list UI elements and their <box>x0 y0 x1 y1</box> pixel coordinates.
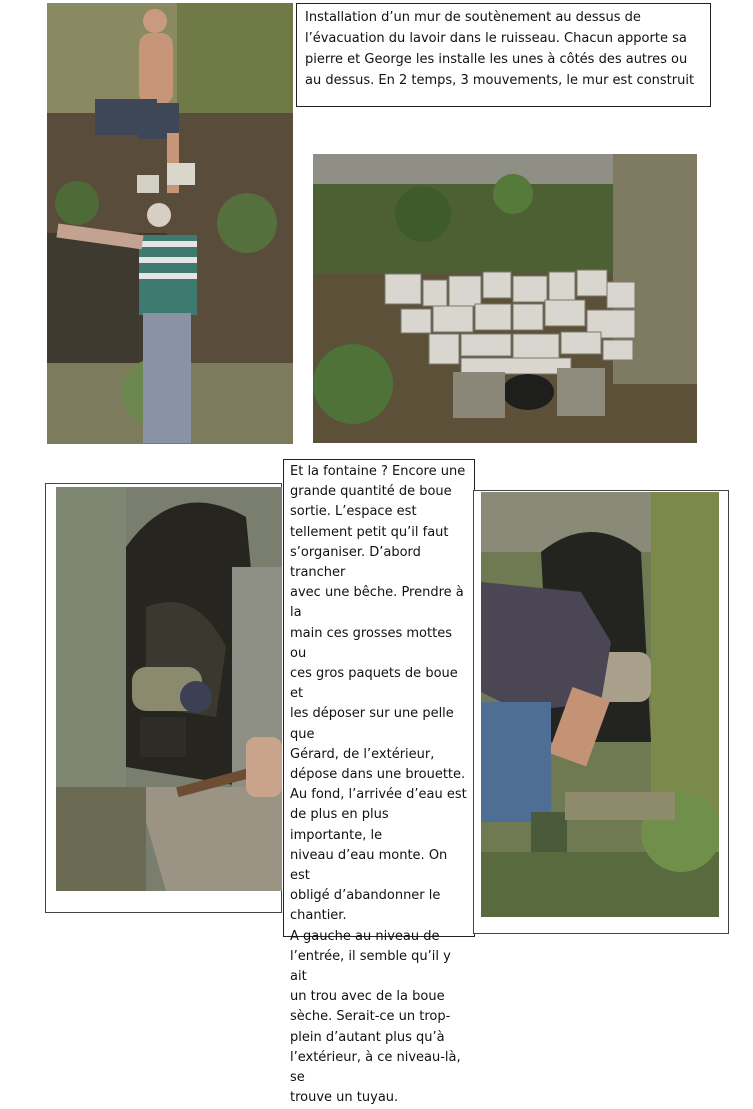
caption-line: main ces grosses mottes ou <box>290 625 452 661</box>
caption-line: obligé d’abandonner le <box>290 888 441 904</box>
caption-line: trouve un tuyau. <box>290 1090 399 1106</box>
caption-line: sortie. L’espace est <box>290 504 417 520</box>
caption-line: niveau d’eau monte. On est <box>290 847 448 884</box>
fountain-cave-interior-photo <box>56 487 282 891</box>
middle-caption <box>283 459 475 1106</box>
caption-line: plein d’autant plus qu’à <box>290 1029 445 1045</box>
caption-line: dépose dans une brouette. <box>290 767 466 783</box>
caption-line: de plus en plus importante, le <box>290 807 389 843</box>
caption-line: chantier. <box>290 908 347 924</box>
caption-line: un trou avec de la boue <box>290 989 445 1005</box>
men-moving-stones-photo <box>47 3 293 444</box>
caption-line: ces gros paquets de boue et <box>290 666 458 702</box>
caption-line: grande quantité de boue <box>290 484 452 500</box>
caption-line: avec une bêche. Prendre à la <box>290 585 464 621</box>
caption-line: s’organiser. D’abord trancher <box>290 544 421 581</box>
caption-line: sèche. Serait-ce un trop- <box>290 1009 451 1025</box>
caption-line: l’extérieur, à ce niveau-là, se <box>290 1049 461 1086</box>
man-digging-in-fountain-photo <box>481 492 719 917</box>
caption-line: l’entrée, il semble qu’il y ait <box>290 948 451 985</box>
caption-line: tellement petit qu’il faut <box>290 524 449 540</box>
caption-line: les déposer sur une pelle que <box>290 706 454 742</box>
dry-stone-wall-photo <box>313 154 697 443</box>
caption-line: A gauche au niveau de <box>290 928 440 944</box>
top-caption-text: Installation d’un mur de soutènement au dessus de l’évacuation du lavoir dans le ruisseau. Chacun apporte sa pierre et George les installe les unes à côtés des autres ou au dessus. En 2 temps, 3 mouvements, le mur est construit <box>305 10 695 88</box>
top-caption <box>296 3 711 107</box>
caption-line: Au fond, l’arrivée d’eau est <box>290 787 467 803</box>
caption-line: Gérard, de l’extérieur, <box>290 746 435 762</box>
caption-line: Et la fontaine ? Encore une <box>290 464 466 479</box>
